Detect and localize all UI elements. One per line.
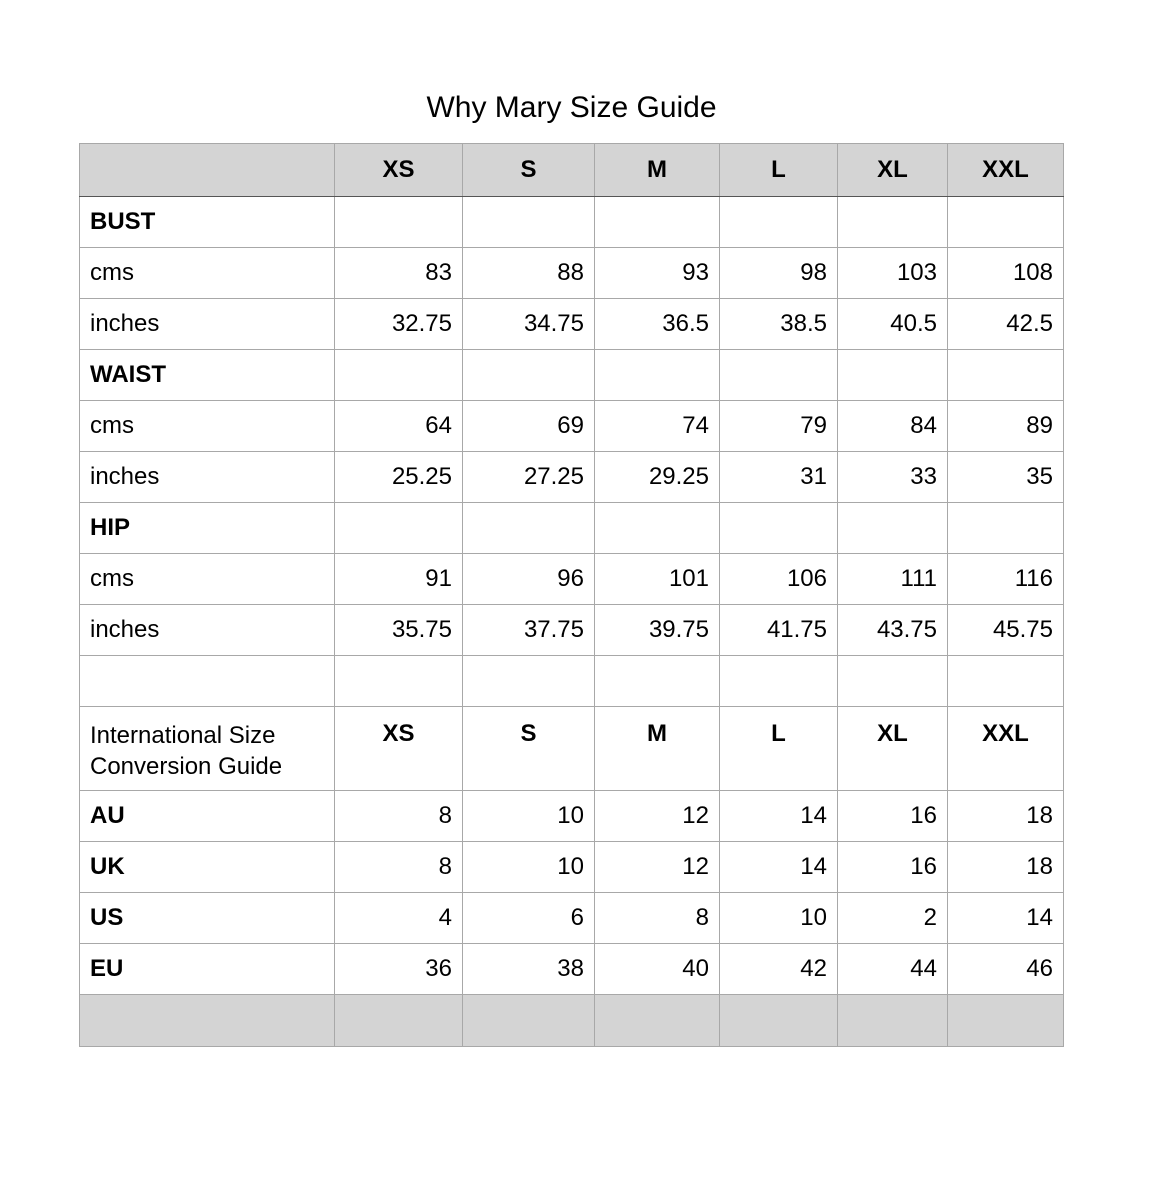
empty-cell <box>720 197 838 248</box>
value-cell: 8 <box>595 893 720 944</box>
value-cell: 40 <box>595 944 720 995</box>
empty-cell <box>838 350 948 401</box>
value-cell: 74 <box>595 401 720 452</box>
region-label: US <box>80 893 335 944</box>
value-cell: 83 <box>335 248 463 299</box>
value-cell: 101 <box>595 554 720 605</box>
measurement-row-bust-cms <box>80 248 1064 299</box>
region-label: EU <box>80 944 335 995</box>
value-cell: 42 <box>720 944 838 995</box>
value-cell: 98 <box>720 248 838 299</box>
unit-label: cms <box>80 248 335 299</box>
size-header-l: L <box>720 144 838 197</box>
measurement-row-bust-inches <box>80 299 1064 350</box>
section-row-hip <box>80 503 1064 554</box>
empty-cell <box>838 656 948 707</box>
size-header-s: S <box>463 144 595 197</box>
value-cell: 44 <box>838 944 948 995</box>
value-cell: 96 <box>463 554 595 605</box>
region-label: AU <box>80 791 335 842</box>
conversion-size-l: L <box>720 707 838 791</box>
value-cell: 43.75 <box>838 605 948 656</box>
empty-cell <box>948 995 1064 1047</box>
section-row-waist <box>80 350 1064 401</box>
value-cell: 111 <box>838 554 948 605</box>
value-cell: 103 <box>838 248 948 299</box>
empty-cell <box>463 995 595 1047</box>
measurement-row-hip-cms <box>80 554 1064 605</box>
empty-cell <box>335 197 463 248</box>
value-cell: 116 <box>948 554 1064 605</box>
value-cell: 10 <box>720 893 838 944</box>
empty-cell <box>838 995 948 1047</box>
value-cell: 4 <box>335 893 463 944</box>
value-cell: 34.75 <box>463 299 595 350</box>
size-header-xs: XS <box>335 144 463 197</box>
measurement-row-hip-inches <box>80 605 1064 656</box>
value-cell: 42.5 <box>948 299 1064 350</box>
value-cell: 8 <box>335 791 463 842</box>
value-cell: 6 <box>463 893 595 944</box>
value-cell: 40.5 <box>838 299 948 350</box>
empty-cell <box>838 503 948 554</box>
section-row-bust <box>80 197 1064 248</box>
empty-cell <box>595 656 720 707</box>
unit-label: inches <box>80 452 335 503</box>
empty-cell <box>595 197 720 248</box>
size-guide-table <box>79 143 1064 1047</box>
conversion-row-us <box>80 893 1064 944</box>
value-cell: 88 <box>463 248 595 299</box>
conversion-row-uk <box>80 842 1064 893</box>
value-cell: 64 <box>335 401 463 452</box>
value-cell: 27.25 <box>463 452 595 503</box>
footer-row <box>80 995 1064 1047</box>
conversion-size-xs: XS <box>335 707 463 791</box>
empty-cell <box>948 350 1064 401</box>
measurement-row-waist-inches <box>80 452 1064 503</box>
value-cell: 37.75 <box>463 605 595 656</box>
section-label-waist: WAIST <box>80 350 335 401</box>
value-cell: 89 <box>948 401 1064 452</box>
value-cell: 33 <box>838 452 948 503</box>
empty-cell <box>80 656 335 707</box>
empty-cell <box>335 656 463 707</box>
value-cell: 14 <box>720 791 838 842</box>
size-header-row <box>80 144 1064 197</box>
unit-label: inches <box>80 605 335 656</box>
size-header-m: M <box>595 144 720 197</box>
value-cell: 35 <box>948 452 1064 503</box>
empty-cell <box>463 197 595 248</box>
value-cell: 41.75 <box>720 605 838 656</box>
value-cell: 16 <box>838 791 948 842</box>
unit-label: cms <box>80 554 335 605</box>
value-cell: 29.25 <box>595 452 720 503</box>
unit-label: inches <box>80 299 335 350</box>
value-cell: 46 <box>948 944 1064 995</box>
value-cell: 12 <box>595 791 720 842</box>
size-header-xxl: XXL <box>948 144 1064 197</box>
empty-cell <box>335 350 463 401</box>
value-cell: 93 <box>595 248 720 299</box>
empty-cell <box>80 995 335 1047</box>
empty-cell <box>720 503 838 554</box>
value-cell: 35.75 <box>335 605 463 656</box>
empty-cell <box>335 503 463 554</box>
conversion-size-m: M <box>595 707 720 791</box>
value-cell: 108 <box>948 248 1064 299</box>
header-corner-cell <box>80 144 335 197</box>
empty-cell <box>948 197 1064 248</box>
spacer-row <box>80 656 1064 707</box>
value-cell: 38.5 <box>720 299 838 350</box>
value-cell: 18 <box>948 791 1064 842</box>
value-cell: 91 <box>335 554 463 605</box>
empty-cell <box>720 656 838 707</box>
conversion-size-xl: XL <box>838 707 948 791</box>
value-cell: 14 <box>948 893 1064 944</box>
conversion-guide-label: International Size Conversion Guide <box>80 707 335 791</box>
empty-cell <box>948 503 1064 554</box>
section-label-bust: BUST <box>80 197 335 248</box>
conversion-size-xxl: XXL <box>948 707 1064 791</box>
empty-cell <box>463 350 595 401</box>
value-cell: 8 <box>335 842 463 893</box>
empty-cell <box>595 350 720 401</box>
value-cell: 32.75 <box>335 299 463 350</box>
empty-cell <box>335 995 463 1047</box>
empty-cell <box>463 656 595 707</box>
value-cell: 2 <box>838 893 948 944</box>
value-cell: 36.5 <box>595 299 720 350</box>
value-cell: 84 <box>838 401 948 452</box>
value-cell: 106 <box>720 554 838 605</box>
value-cell: 12 <box>595 842 720 893</box>
value-cell: 39.75 <box>595 605 720 656</box>
empty-cell <box>595 503 720 554</box>
size-header-xl: XL <box>838 144 948 197</box>
value-cell: 79 <box>720 401 838 452</box>
value-cell: 25.25 <box>335 452 463 503</box>
conversion-row-eu <box>80 944 1064 995</box>
unit-label: cms <box>80 401 335 452</box>
page-title: Why Mary Size Guide <box>426 91 717 124</box>
region-label: UK <box>80 842 335 893</box>
value-cell: 14 <box>720 842 838 893</box>
empty-cell <box>720 995 838 1047</box>
value-cell: 16 <box>838 842 948 893</box>
value-cell: 10 <box>463 791 595 842</box>
conversion-row-au <box>80 791 1064 842</box>
empty-cell <box>838 197 948 248</box>
conversion-size-s: S <box>463 707 595 791</box>
section-label-hip: HIP <box>80 503 335 554</box>
value-cell: 45.75 <box>948 605 1064 656</box>
empty-cell <box>948 656 1064 707</box>
empty-cell <box>595 995 720 1047</box>
measurement-row-waist-cms <box>80 401 1064 452</box>
empty-cell <box>463 503 595 554</box>
value-cell: 18 <box>948 842 1064 893</box>
value-cell: 31 <box>720 452 838 503</box>
value-cell: 38 <box>463 944 595 995</box>
conversion-header-row <box>80 707 1064 791</box>
value-cell: 36 <box>335 944 463 995</box>
empty-cell <box>720 350 838 401</box>
value-cell: 10 <box>463 842 595 893</box>
value-cell: 69 <box>463 401 595 452</box>
